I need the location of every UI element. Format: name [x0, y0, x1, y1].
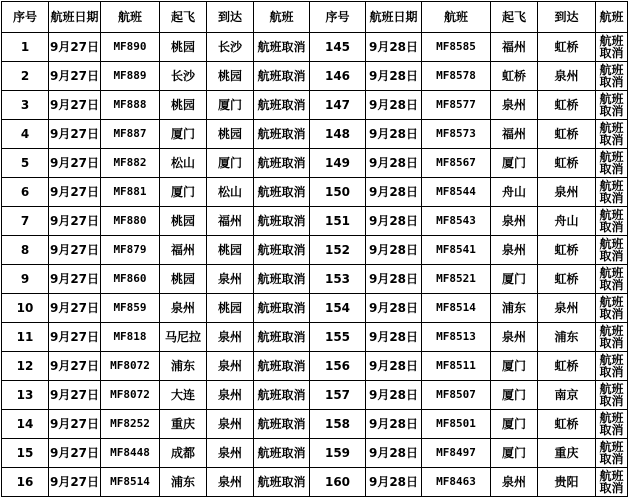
seq-cell: 150 — [310, 178, 366, 207]
status-cell: 航班取消 — [596, 91, 628, 120]
table-row — [2, 33, 628, 62]
departure-cell: 马尼拉 — [160, 323, 207, 352]
date-cell: 9月28日 — [366, 62, 422, 91]
status-cell: 航班取消 — [254, 149, 310, 178]
col-header-departure: 起飞 — [160, 2, 207, 33]
status-cell: 航班取消 — [596, 439, 628, 468]
seq-cell: 5 — [2, 149, 49, 178]
date-cell: 9月28日 — [366, 294, 422, 323]
date-cell: 9月28日 — [366, 439, 422, 468]
date-cell: 9月27日 — [49, 62, 101, 91]
departure-cell: 泉州 — [160, 294, 207, 323]
arrival-cell: 桃园 — [207, 236, 254, 265]
arrival-cell: 桃园 — [207, 62, 254, 91]
flight-number-cell: MF8072 — [101, 381, 160, 410]
table-row — [2, 236, 628, 265]
arrival-cell: 泉州 — [207, 265, 254, 294]
seq-cell: 157 — [310, 381, 366, 410]
departure-cell: 大连 — [160, 381, 207, 410]
status-cell: 航班取消 — [596, 410, 628, 439]
table-row — [2, 410, 628, 439]
arrival-cell: 松山 — [207, 178, 254, 207]
arrival-cell: 厦门 — [207, 91, 254, 120]
flight-number-cell: MF8578 — [422, 62, 491, 91]
departure-cell: 泉州 — [491, 323, 538, 352]
date-cell: 9月27日 — [49, 265, 101, 294]
arrival-cell: 厦门 — [207, 149, 254, 178]
date-cell: 9月27日 — [49, 468, 101, 497]
arrival-cell: 泉州 — [538, 62, 596, 91]
date-cell: 9月28日 — [366, 265, 422, 294]
table-row — [2, 91, 628, 120]
status-cell: 航班取消 — [254, 352, 310, 381]
status-cell: 航班取消 — [254, 91, 310, 120]
flight-number-cell: MF890 — [101, 33, 160, 62]
flight-number-cell: MF8541 — [422, 236, 491, 265]
date-cell: 9月27日 — [49, 323, 101, 352]
col-header-departure: 起飞 — [491, 2, 538, 33]
col-header-status: 航班 — [254, 2, 310, 33]
departure-cell: 厦门 — [491, 410, 538, 439]
status-cell: 航班取消 — [596, 294, 628, 323]
departure-cell: 泉州 — [491, 236, 538, 265]
arrival-cell: 泉州 — [207, 468, 254, 497]
col-header-status: 航班 — [596, 2, 628, 33]
col-header-flight: 航班 — [101, 2, 160, 33]
departure-cell: 舟山 — [491, 178, 538, 207]
seq-cell: 13 — [2, 381, 49, 410]
arrival-cell: 泉州 — [207, 381, 254, 410]
arrival-cell: 虹桥 — [538, 33, 596, 62]
status-cell: 航班取消 — [254, 236, 310, 265]
flight-number-cell: MF8514 — [101, 468, 160, 497]
seq-cell: 158 — [310, 410, 366, 439]
status-cell: 航班取消 — [254, 33, 310, 62]
arrival-cell: 虹桥 — [538, 352, 596, 381]
date-cell: 9月28日 — [366, 178, 422, 207]
arrival-cell: 桃园 — [207, 120, 254, 149]
flight-number-cell: MF8543 — [422, 207, 491, 236]
date-cell: 9月27日 — [49, 178, 101, 207]
seq-cell: 156 — [310, 352, 366, 381]
departure-cell: 福州 — [491, 33, 538, 62]
flight-number-cell: MF8497 — [422, 439, 491, 468]
departure-cell: 厦门 — [491, 381, 538, 410]
departure-cell: 长沙 — [160, 62, 207, 91]
date-cell: 9月27日 — [49, 381, 101, 410]
flight-number-cell: MF8513 — [422, 323, 491, 352]
status-cell: 航班取消 — [254, 410, 310, 439]
date-cell: 9月28日 — [366, 91, 422, 120]
departure-cell: 浦东 — [160, 468, 207, 497]
status-cell: 航班取消 — [596, 381, 628, 410]
seq-cell: 154 — [310, 294, 366, 323]
departure-cell: 桃园 — [160, 207, 207, 236]
status-cell: 航班取消 — [254, 265, 310, 294]
flight-number-cell: MF859 — [101, 294, 160, 323]
status-cell: 航班取消 — [254, 120, 310, 149]
seq-cell: 147 — [310, 91, 366, 120]
arrival-cell: 泉州 — [207, 323, 254, 352]
seq-cell: 7 — [2, 207, 49, 236]
flight-number-cell: MF889 — [101, 62, 160, 91]
date-cell: 9月28日 — [366, 323, 422, 352]
date-cell: 9月28日 — [366, 236, 422, 265]
seq-cell: 16 — [2, 468, 49, 497]
flight-number-cell: MF8511 — [422, 352, 491, 381]
table-row — [2, 381, 628, 410]
date-cell: 9月27日 — [49, 207, 101, 236]
flight-number-cell: MF8448 — [101, 439, 160, 468]
arrival-cell: 重庆 — [538, 439, 596, 468]
table-row — [2, 265, 628, 294]
seq-cell: 152 — [310, 236, 366, 265]
date-cell: 9月27日 — [49, 91, 101, 120]
date-cell: 9月27日 — [49, 439, 101, 468]
status-cell: 航班取消 — [254, 381, 310, 410]
flight-cancellation-table — [1, 1, 628, 497]
seq-cell: 15 — [2, 439, 49, 468]
flight-number-cell: MF8514 — [422, 294, 491, 323]
table-row — [2, 207, 628, 236]
status-cell: 航班取消 — [254, 178, 310, 207]
departure-cell: 浦东 — [160, 352, 207, 381]
seq-cell: 12 — [2, 352, 49, 381]
departure-cell: 厦门 — [160, 120, 207, 149]
col-header-seq: 序号 — [2, 2, 49, 33]
seq-cell: 9 — [2, 265, 49, 294]
departure-cell: 桃园 — [160, 265, 207, 294]
arrival-cell: 福州 — [207, 207, 254, 236]
arrival-cell: 桃园 — [207, 294, 254, 323]
departure-cell: 厦门 — [491, 265, 538, 294]
departure-cell: 桃园 — [160, 91, 207, 120]
date-cell: 9月28日 — [366, 410, 422, 439]
flight-number-cell: MF8573 — [422, 120, 491, 149]
flight-number-cell: MF860 — [101, 265, 160, 294]
status-cell: 航班取消 — [596, 33, 628, 62]
date-cell: 9月28日 — [366, 352, 422, 381]
col-header-seq: 序号 — [310, 2, 366, 33]
table-row — [2, 439, 628, 468]
seq-cell: 8 — [2, 236, 49, 265]
flight-number-cell: MF8507 — [422, 381, 491, 410]
flight-number-cell: MF8072 — [101, 352, 160, 381]
arrival-cell: 虹桥 — [538, 120, 596, 149]
departure-cell: 泉州 — [491, 91, 538, 120]
date-cell: 9月27日 — [49, 294, 101, 323]
seq-cell: 2 — [2, 62, 49, 91]
status-cell: 航班取消 — [596, 120, 628, 149]
date-cell: 9月28日 — [366, 381, 422, 410]
departure-cell: 重庆 — [160, 410, 207, 439]
flight-number-cell: MF818 — [101, 323, 160, 352]
flight-number-cell: MF8585 — [422, 33, 491, 62]
arrival-cell: 贵阳 — [538, 468, 596, 497]
col-header-flight: 航班 — [422, 2, 491, 33]
status-cell: 航班取消 — [596, 178, 628, 207]
seq-cell: 14 — [2, 410, 49, 439]
table-row — [2, 323, 628, 352]
flight-number-cell: MF8544 — [422, 178, 491, 207]
status-cell: 航班取消 — [596, 323, 628, 352]
date-cell: 9月27日 — [49, 33, 101, 62]
col-header-date: 航班日期 — [49, 2, 101, 33]
seq-cell: 149 — [310, 149, 366, 178]
arrival-cell: 泉州 — [207, 352, 254, 381]
arrival-cell: 泉州 — [538, 294, 596, 323]
table-row — [2, 149, 628, 178]
status-cell: 航班取消 — [596, 352, 628, 381]
arrival-cell: 舟山 — [538, 207, 596, 236]
date-cell: 9月28日 — [366, 120, 422, 149]
flight-number-cell: MF8521 — [422, 265, 491, 294]
departure-cell: 泉州 — [491, 468, 538, 497]
flight-number-cell: MF8252 — [101, 410, 160, 439]
departure-cell: 厦门 — [491, 352, 538, 381]
departure-cell: 桃园 — [160, 33, 207, 62]
seq-cell: 148 — [310, 120, 366, 149]
col-header-date: 航班日期 — [366, 2, 422, 33]
arrival-cell: 泉州 — [207, 410, 254, 439]
status-cell: 航班取消 — [254, 294, 310, 323]
seq-cell: 11 — [2, 323, 49, 352]
departure-cell: 厦门 — [491, 149, 538, 178]
seq-cell: 145 — [310, 33, 366, 62]
seq-cell: 4 — [2, 120, 49, 149]
date-cell: 9月27日 — [49, 410, 101, 439]
status-cell: 航班取消 — [596, 265, 628, 294]
col-header-arrival: 到达 — [538, 2, 596, 33]
status-cell: 航班取消 — [254, 323, 310, 352]
table-row — [2, 120, 628, 149]
flight-number-cell: MF8577 — [422, 91, 491, 120]
departure-cell: 成都 — [160, 439, 207, 468]
date-cell: 9月27日 — [49, 236, 101, 265]
status-cell: 航班取消 — [254, 439, 310, 468]
departure-cell: 厦门 — [160, 178, 207, 207]
arrival-cell: 浦东 — [538, 323, 596, 352]
arrival-cell: 虹桥 — [538, 410, 596, 439]
status-cell: 航班取消 — [254, 62, 310, 91]
flight-number-cell: MF881 — [101, 178, 160, 207]
arrival-cell: 虹桥 — [538, 91, 596, 120]
status-cell: 航班取消 — [254, 207, 310, 236]
date-cell: 9月27日 — [49, 352, 101, 381]
arrival-cell: 长沙 — [207, 33, 254, 62]
status-cell: 航班取消 — [596, 236, 628, 265]
seq-cell: 3 — [2, 91, 49, 120]
seq-cell: 153 — [310, 265, 366, 294]
flight-number-cell: MF882 — [101, 149, 160, 178]
date-cell: 9月28日 — [366, 207, 422, 236]
departure-cell: 浦东 — [491, 294, 538, 323]
date-cell: 9月28日 — [366, 33, 422, 62]
flight-number-cell: MF880 — [101, 207, 160, 236]
flight-number-cell: MF888 — [101, 91, 160, 120]
table-row — [2, 62, 628, 91]
table-row — [2, 468, 628, 497]
arrival-cell: 泉州 — [538, 178, 596, 207]
departure-cell: 福州 — [160, 236, 207, 265]
seq-cell: 159 — [310, 439, 366, 468]
table-row — [2, 178, 628, 207]
status-cell: 航班取消 — [596, 207, 628, 236]
date-cell: 9月27日 — [49, 149, 101, 178]
date-cell: 9月28日 — [366, 468, 422, 497]
date-cell: 9月27日 — [49, 120, 101, 149]
header-row — [2, 2, 628, 33]
table-row — [2, 352, 628, 381]
seq-cell: 146 — [310, 62, 366, 91]
status-cell: 航班取消 — [596, 62, 628, 91]
flight-number-cell: MF8501 — [422, 410, 491, 439]
seq-cell: 6 — [2, 178, 49, 207]
arrival-cell: 南京 — [538, 381, 596, 410]
departure-cell: 虹桥 — [491, 62, 538, 91]
arrival-cell: 泉州 — [207, 439, 254, 468]
seq-cell: 10 — [2, 294, 49, 323]
flight-number-cell: MF879 — [101, 236, 160, 265]
flight-number-cell: MF8463 — [422, 468, 491, 497]
flight-number-cell: MF887 — [101, 120, 160, 149]
arrival-cell: 虹桥 — [538, 149, 596, 178]
table-row — [2, 294, 628, 323]
flight-number-cell: MF8567 — [422, 149, 491, 178]
arrival-cell: 虹桥 — [538, 236, 596, 265]
status-cell: 航班取消 — [596, 149, 628, 178]
seq-cell: 1 — [2, 33, 49, 62]
arrival-cell: 虹桥 — [538, 265, 596, 294]
seq-cell: 155 — [310, 323, 366, 352]
seq-cell: 151 — [310, 207, 366, 236]
seq-cell: 160 — [310, 468, 366, 497]
departure-cell: 厦门 — [491, 439, 538, 468]
departure-cell: 松山 — [160, 149, 207, 178]
date-cell: 9月28日 — [366, 149, 422, 178]
col-header-arrival: 到达 — [207, 2, 254, 33]
status-cell: 航班取消 — [596, 468, 628, 497]
departure-cell: 泉州 — [491, 207, 538, 236]
departure-cell: 福州 — [491, 120, 538, 149]
status-cell: 航班取消 — [254, 468, 310, 497]
